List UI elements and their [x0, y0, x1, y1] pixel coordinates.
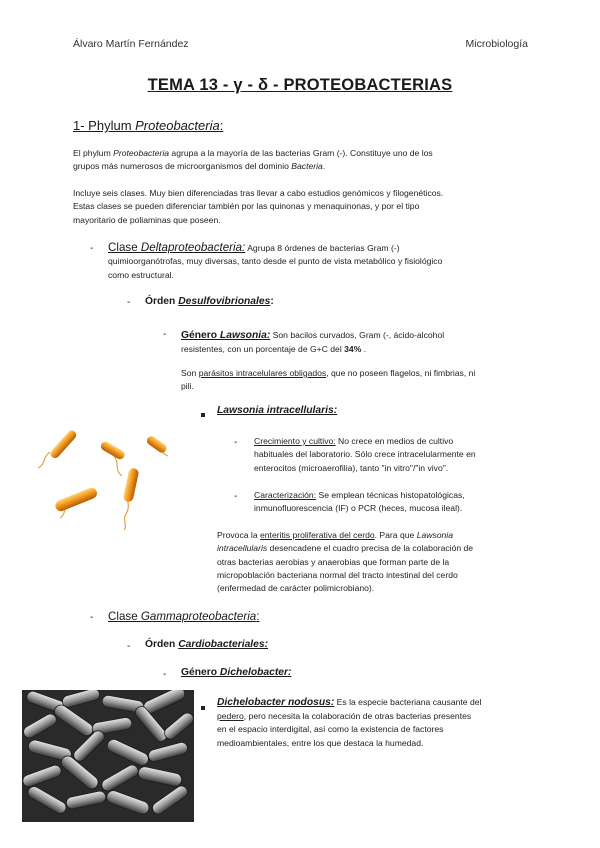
text: otras bacterias aerobias y anaerobias que forman parte de la [217, 556, 450, 567]
text: intracellularis [217, 543, 268, 554]
text: habituales del laboratorio. Sólo crece intracelularmente en [254, 449, 476, 460]
text: : [270, 296, 274, 307]
text: enteritis proliferativa del cerdo [260, 530, 375, 540]
genus-lawsonia [181, 327, 521, 356]
text: Dichelobacter: [219, 667, 292, 678]
text: Cardiobacteriales: [178, 639, 269, 650]
genus-lawsonia-desc-1: Son bacilos curvados, Gram (-, ácido-alcohol [270, 330, 445, 340]
text: Deltaproteobacteria: [140, 241, 246, 254]
bullet-dash: - [234, 437, 238, 448]
text: enterocitos (microaerofilia), tanto "in vitro"/"in vivo". [254, 462, 449, 473]
section-heading-phylum [73, 118, 223, 133]
class-delta-desc-2: quimioorganótrofas, muy diversas, tanto desde el punto de vista metabólico y fisiológico [108, 256, 443, 267]
growth-culture [254, 435, 524, 475]
text: desencadene el cuadro precisa de la colaboración de [267, 543, 474, 554]
text: Provoca la [217, 530, 260, 540]
text: Gammaproteobacteria [140, 610, 257, 623]
species-lawsonia-intracellularis [217, 405, 337, 416]
bullet-dash: - [163, 329, 167, 340]
section-heading-name: Proteobacteria [135, 118, 220, 133]
intro-line-5: mayoritario de poliaminas que poseen. [73, 214, 221, 225]
page-title: TEMA 13 - γ - δ - PROTEOBACTERIAS [147, 76, 453, 94]
text: Es la especie bacteriana causante del [334, 697, 482, 707]
class-delta-label [108, 241, 245, 254]
text: 34% [344, 344, 362, 354]
text: Clase [108, 241, 141, 254]
intro-line-2 [73, 160, 433, 173]
text: pedero [217, 711, 244, 721]
text: parásitos intracelulares obligados [198, 368, 327, 378]
bullet-dash: - [234, 491, 238, 502]
text: El phylum [73, 148, 114, 158]
text: pili. [181, 381, 194, 392]
text: resistentes, con un porcentaje de G+C del [181, 344, 345, 354]
text: Lawsonia intracellularis: [217, 405, 338, 416]
text: Clase [108, 610, 141, 623]
bacterium-3 [145, 434, 168, 454]
text: Lawsonia [416, 530, 453, 540]
bacterium-4 [123, 467, 140, 502]
bacterium-2 [99, 440, 126, 461]
causes-paragraph [217, 529, 527, 595]
genus-lawsonia-label [181, 330, 270, 341]
bullet-dash: - [90, 612, 94, 623]
text: Bacteria [291, 161, 323, 172]
text: . [361, 344, 367, 354]
text: Género [181, 330, 220, 341]
bullet-dash: - [163, 669, 167, 680]
text: inmunofluorescencia (IF) o PCR (heces, mucosa ileal). [254, 503, 463, 514]
text: grupos más numerosos de microorganismos del dominio [73, 161, 292, 172]
species-bullet [201, 699, 215, 717]
text: Caracterización: [254, 490, 317, 500]
class-delta [108, 240, 528, 282]
text: No crece en medios de cultivo [335, 436, 454, 446]
text: Dichelobacter nodosus: [217, 697, 335, 708]
species-dichelobacter-nodosus [217, 694, 527, 750]
text: , pero necesita la colaboración de otras bacterias presentes [243, 711, 472, 721]
text: . Para que [374, 530, 417, 540]
genus-dichelobacter [181, 667, 291, 678]
text: Proteobacteria [113, 148, 170, 158]
characterization [254, 489, 534, 516]
section-heading-prefix: 1- Phylum [73, 118, 136, 133]
genus-lawsonia-desc-2 [181, 343, 521, 356]
text: Crecimiento y cultivo: [254, 436, 336, 446]
text: , que no poseen flagelos, ni fimbrias, ni [326, 368, 476, 378]
text: Desulfovibrionales [178, 296, 271, 307]
text: . [322, 161, 326, 172]
text: Se emplean técnicas histopatológicas, [316, 490, 465, 500]
order-cardiobacteriales [145, 639, 268, 650]
text: Son [181, 368, 199, 378]
bullet-dash: - [90, 243, 94, 254]
order-desulfovibrionales [145, 296, 274, 307]
intro-line-4: Estas clases se pueden diferenciar también por las quinonas y menaquinonas, y por el tipo [73, 201, 420, 212]
genus-lawsonia-parasites [181, 367, 531, 394]
class-delta-desc-1: Agrupa 8 órdenes de bacterias Gram (-) [245, 243, 400, 253]
header-author: Álvaro Martín Fernández [73, 38, 189, 50]
species-bullet [201, 406, 215, 424]
text: Órden [145, 639, 179, 650]
text: Género [181, 667, 220, 678]
text: : [256, 610, 260, 623]
bullet-dash: - [127, 641, 131, 652]
text: micropoblación bacteriana normal del tracto intestinal del cerdo [217, 569, 458, 580]
text: (enfermedad de carácter polimicrobiano). [217, 583, 375, 594]
text: Lawsonia: [219, 330, 271, 341]
intro-line-3: Incluye seis clases. Muy bien diferenciadas tras llevar a cabo estudios genómicos y filogenéticos. [73, 188, 444, 198]
dichelobacter-micrograph [22, 690, 194, 822]
intro-paragraph-1 [73, 147, 433, 174]
text: en el espacio interdigital, así como la existencia de factores [217, 724, 444, 735]
text: Órden [145, 296, 179, 307]
class-delta-desc-3: como estructural. [108, 269, 174, 280]
intro-paragraph-2 [73, 187, 443, 227]
header-subject: Microbiología [465, 38, 528, 50]
section-heading-suffix: : [219, 118, 224, 133]
lawsonia-bacteria-illustration [28, 418, 198, 538]
bacterium-5 [54, 486, 99, 513]
bacterium-1 [49, 429, 78, 460]
class-gamma [108, 610, 259, 623]
text: medioambientales, entre los que destaca la humedad. [217, 737, 424, 748]
intro-line-1 [73, 147, 433, 160]
text: agrupa a la mayoría de las bacterias Gram (-). Constituye uno de los [169, 148, 433, 158]
bullet-dash: - [127, 297, 131, 308]
